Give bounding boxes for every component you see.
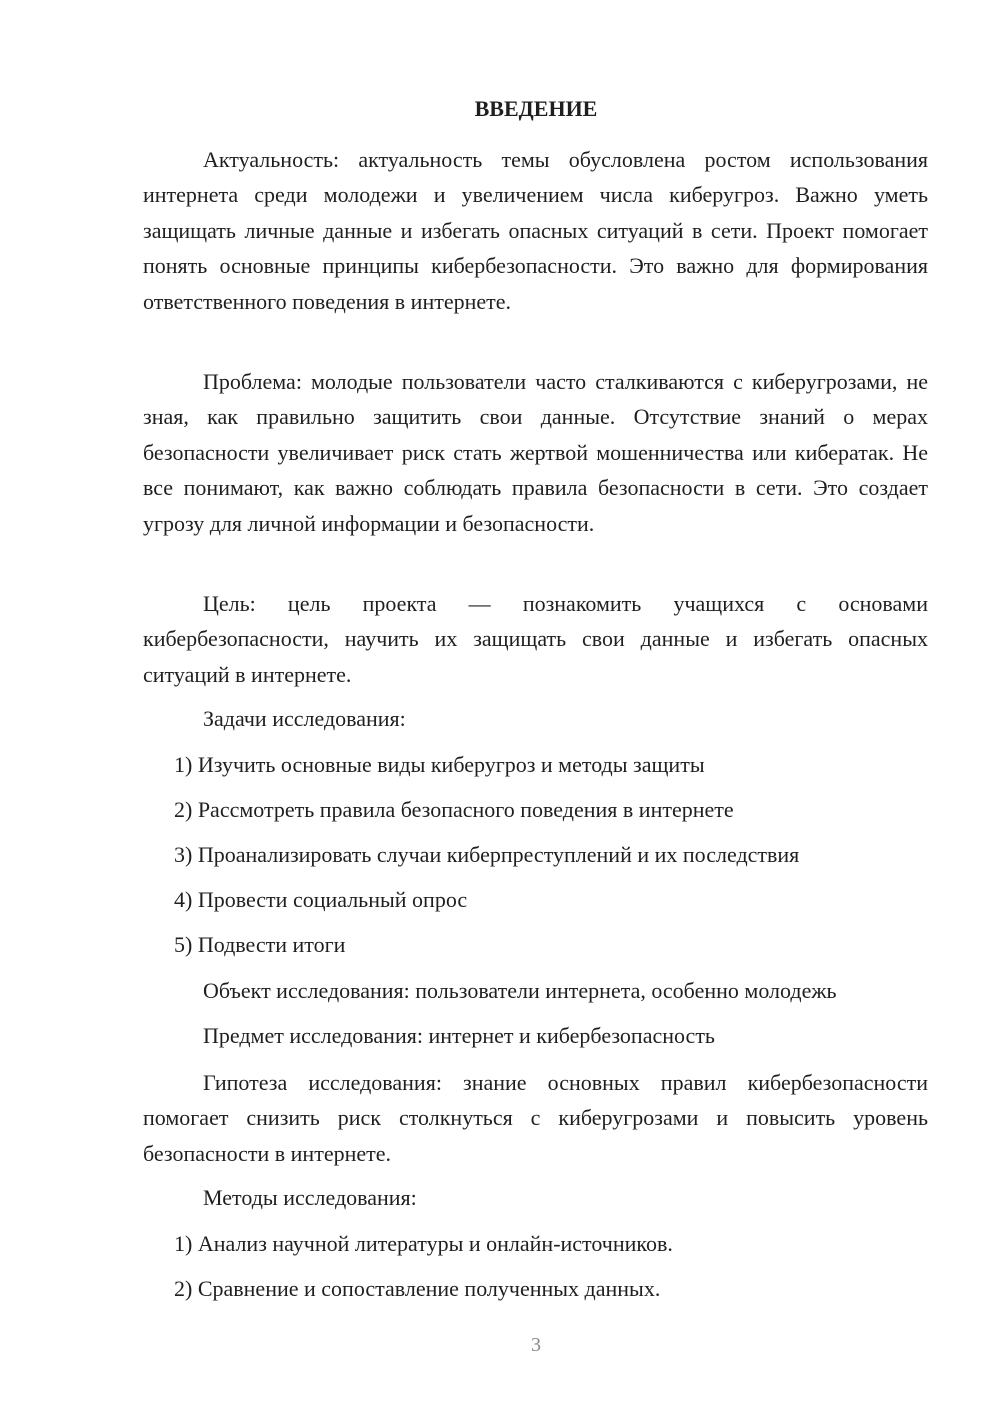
tasks-heading: Задачи исследования: [203,706,406,731]
list-item: 1) Изучить основные виды киберугроз и методы защиты [174,752,705,777]
hypothesis-paragraph: Гипотеза исследования: знание основных правил кибербезопасности помогает снизить риск столкнуться с киберугрозами и повысить уровень безопасности в интернете. [143,1070,928,1166]
list-item: 1) Анализ научной литературы и онлайн-источников. [174,1231,673,1256]
list-item: 5) Подвести итоги [174,932,346,957]
problem-paragraph: Проблема: молодые пользователи часто сталкиваются с киберугрозами, не зная, как правильно защитить свои данные. Отсутствие знаний о мерах безопасности увеличивает риск стать жертвой мошенничества или кибератак. Не все понимают, как важно соблюдать правила безопасности в сети. Это создает угрозу для личной информации и безопасности. [143,369,928,536]
list-item: 2) Сравнение и сопоставление полученных данных. [174,1276,661,1301]
list-item: 3) Проанализировать случаи киберпреступлений и их последствия [174,842,800,867]
page-title: ВВЕДЕНИЕ [474,96,598,121]
relevance-paragraph: Актуальность: актуальность темы обусловлена ростом использования интернета среди молодежи и увеличением числа киберугроз. Важно уметь защищать личные данные и избегать опасных ситуаций в сети. Проект помогает понять основные принципы кибербезопасности. Это важно для формирования ответственного поведения в интернете. [143,147,928,314]
list-item: 2) Рассмотреть правила безопасного поведения в интернете [174,797,734,822]
research-subject: Предмет исследования: интернет и кибербезопасность [203,1023,715,1048]
methods-heading: Методы исследования: [203,1185,417,1210]
page-number: 3 [531,1334,541,1356]
research-object: Объект исследования: пользователи интернета, особенно молодежь [203,978,837,1003]
goal-paragraph: Цель: цель проекта — познакомить учащихся с основами кибербезопасности, научить их защищать свои данные и избегать опасных ситуаций в интернете. [143,591,928,687]
list-item: 4) Провести социальный опрос [174,887,468,912]
